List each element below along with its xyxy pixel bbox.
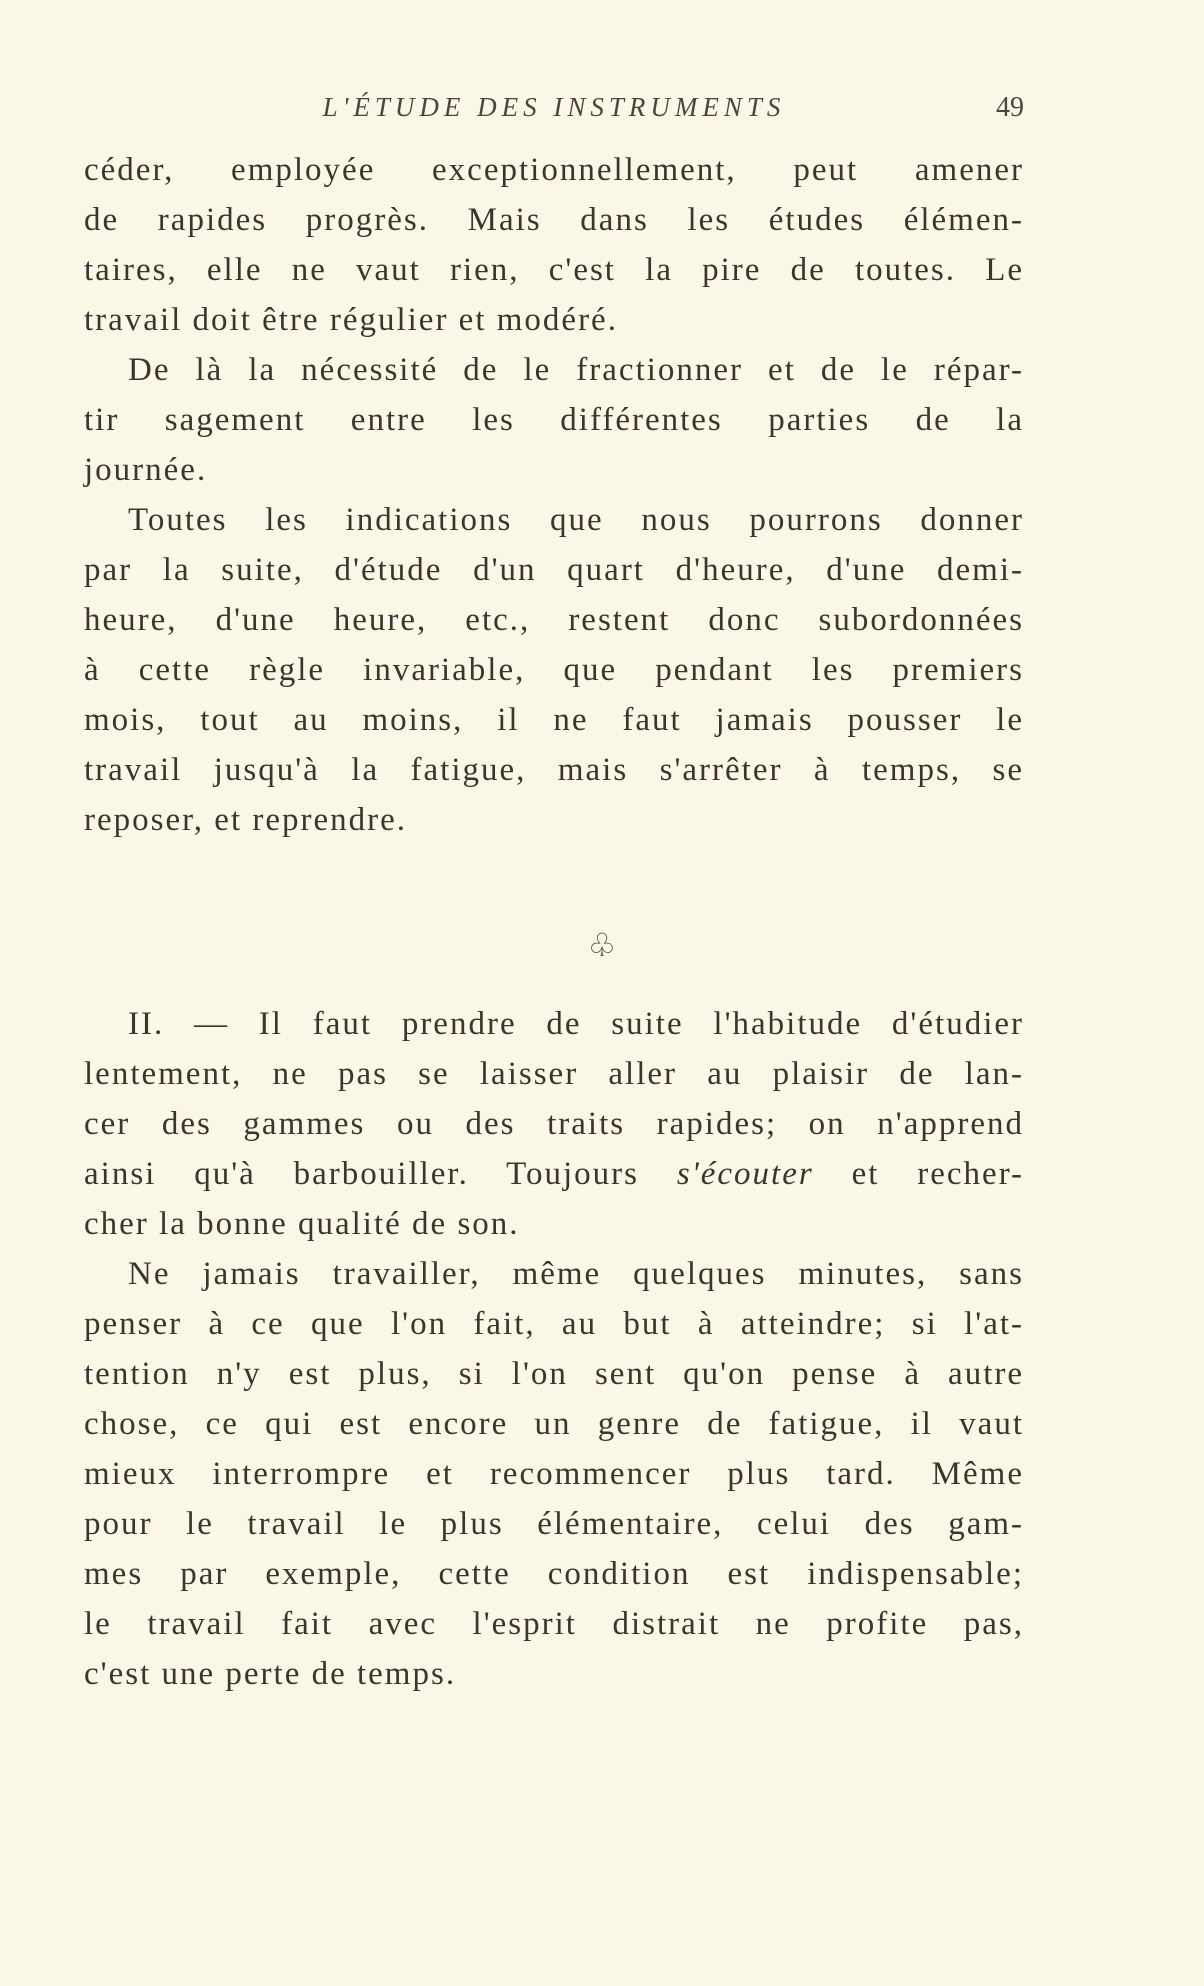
page-number: 49 xyxy=(996,92,1024,123)
text-line: cher la bonne qualité de son. xyxy=(84,1206,520,1242)
text-line: chose, ce qui est encore un genre de fatigue, il vaut xyxy=(84,1406,1024,1442)
text-line: céder, employée exceptionnellement, peut amener xyxy=(84,152,1024,188)
text-line: mieux interrompre et recommencer plus tard. Même xyxy=(84,1456,1024,1492)
text-line: penser à ce que l'on fait, au but à atteindre; si l'at- xyxy=(84,1306,1024,1342)
text-line: tention n'y est plus, si l'on sent qu'on pense à autre xyxy=(84,1356,1024,1392)
text-line: taires, elle ne vaut rien, c'est la pire de toutes. Le xyxy=(84,252,1024,288)
text-line: Toutes les indications que nous pourrons donner xyxy=(128,502,1024,538)
text-line: Ne jamais travailler, même quelques minutes, sans xyxy=(128,1256,1024,1292)
text-line: II. — Il faut prendre de suite l'habitude d'étudier xyxy=(128,1006,1024,1042)
text-line: De là la nécessité de le fractionner et de le répar- xyxy=(128,352,1024,388)
text-line: travail doit être régulier et modéré. xyxy=(84,302,618,338)
section-ornament: ♧ xyxy=(587,927,617,963)
running-head xyxy=(84,92,1024,132)
emphasis-text: s'écouter xyxy=(676,1156,814,1192)
text-line: de rapides progrès. Mais dans les études élémen- xyxy=(84,202,1024,238)
text-segment: et recher- xyxy=(851,1156,1025,1192)
text-line: journée. xyxy=(84,452,208,488)
text-line: mois, tout au moins, il ne faut jamais pousser le xyxy=(84,702,1024,738)
text-line: travail jusqu'à la fatigue, mais s'arrêter à temps, se xyxy=(84,752,1024,788)
text-line: c'est une perte de temps. xyxy=(84,1656,457,1692)
text-line: heure, d'une heure, etc., restent donc subordonnées xyxy=(84,602,1024,638)
running-title: L'ÉTUDE DES INSTRUMENTS xyxy=(322,92,786,122)
text-line: tir sagement entre les différentes parties de la xyxy=(84,402,1024,438)
text-line: par la suite, d'étude d'un quart d'heure, d'une demi- xyxy=(84,552,1024,588)
text-line: lentement, ne pas se laisser aller au plaisir de lan- xyxy=(84,1056,1024,1092)
text-line: pour le travail le plus élémentaire, celui des gam- xyxy=(84,1506,1024,1542)
text-line: reposer, et reprendre. xyxy=(84,802,408,838)
text-line: cer des gammes ou des traits rapides; on n'apprend xyxy=(84,1106,1024,1142)
text-line: à cette règle invariable, que pendant les premiers xyxy=(84,652,1024,688)
text-segment: ainsi qu'à barbouiller. Toujours xyxy=(84,1156,639,1192)
text-line xyxy=(84,1154,1024,1194)
text-line: mes par exemple, cette condition est indispensable; xyxy=(84,1556,1024,1592)
text-line: le travail fait avec l'esprit distrait ne profite pas, xyxy=(84,1606,1024,1642)
